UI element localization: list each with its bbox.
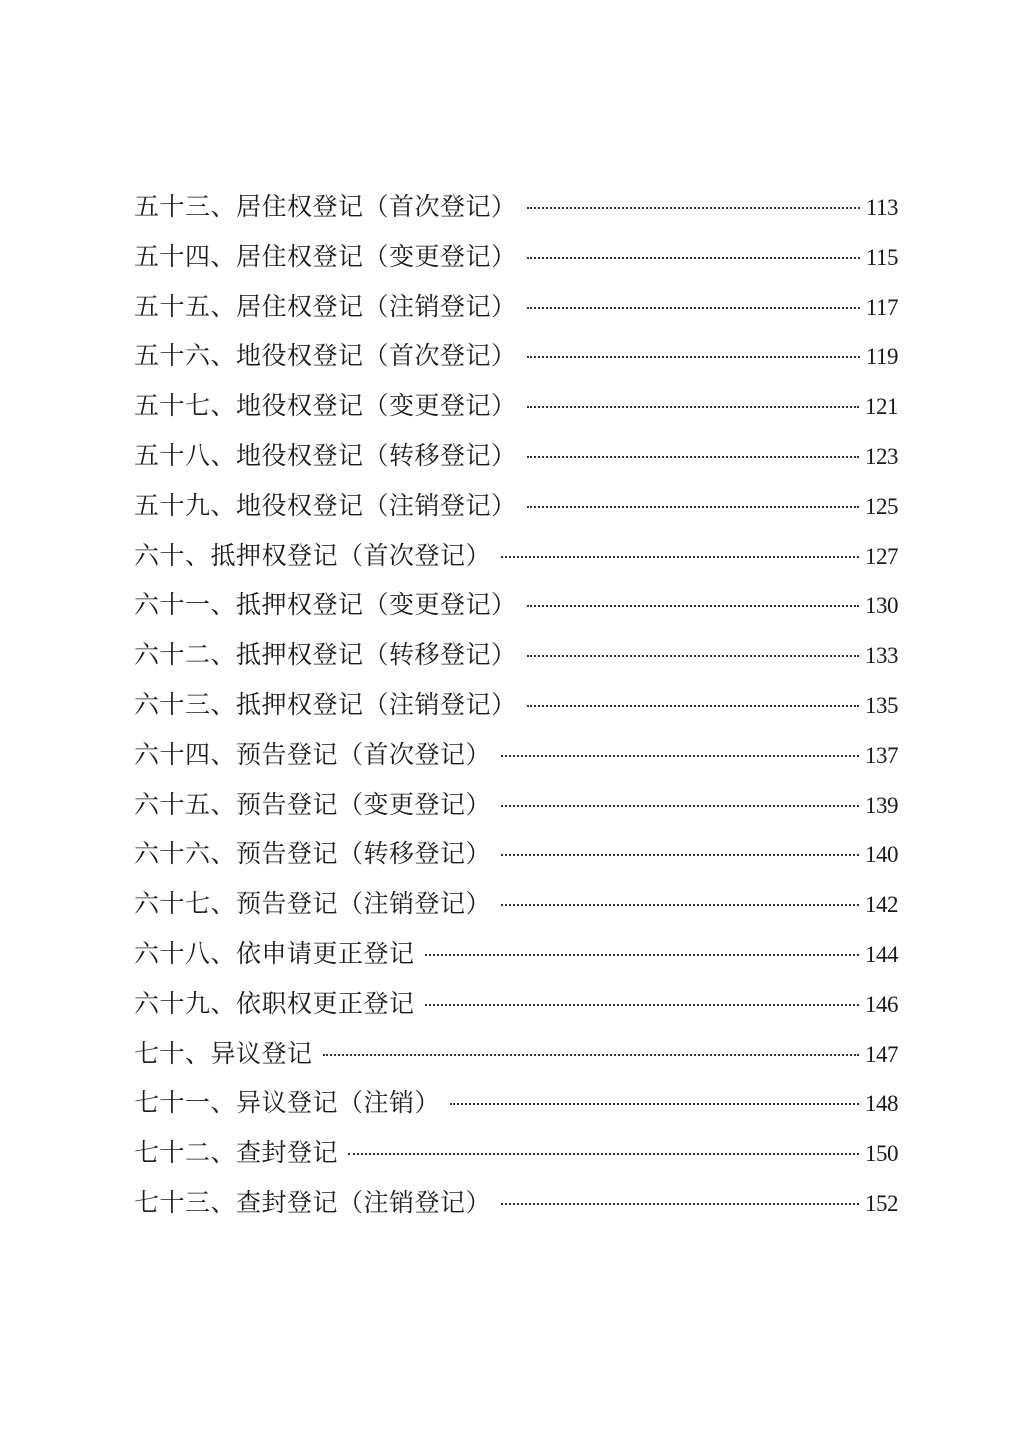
toc-entry-title: 七十二、查封登记 [134,1138,339,1168]
toc-entry[interactable] [134,785,898,835]
toc-entry[interactable] [134,884,898,934]
toc-entry-title: 六十六、预告登记（转移登记） [134,839,492,869]
toc-entry[interactable] [134,984,898,1034]
toc-entry[interactable] [134,735,898,785]
toc-dot-leader [527,655,859,657]
toc-entry-title: 七十一、异议登记（注销） [134,1088,441,1118]
toc-entry-title: 五十八、地役权登记（转移登记） [134,440,517,470]
toc-dot-leader [501,805,859,807]
toc-entry[interactable] [134,386,898,436]
toc-page-number: 115 [865,244,898,270]
table-of-contents [134,187,898,1233]
toc-dot-leader [527,605,859,607]
toc-entry-title: 五十三、居住权登记（首次登记） [134,192,517,221]
toc-entry-title: 五十九、地役权登记（注销登记） [134,490,517,520]
toc-dot-leader [527,506,859,508]
toc-dot-leader [323,1054,859,1056]
toc-dot-leader [527,705,859,707]
toc-entry[interactable] [134,237,898,287]
toc-entry-title: 七十、异议登记 [134,1038,313,1068]
toc-entry[interactable] [134,1083,898,1133]
toc-entry[interactable] [134,635,898,685]
toc-page-number: 127 [865,543,898,569]
toc-entry[interactable] [134,187,898,237]
toc-entry-title: 六十三、抵押权登记（注销登记） [134,689,517,719]
toc-dot-leader [348,1153,859,1155]
toc-entry-title: 六十九、依职权更正登记 [134,988,415,1018]
toc-page-number: 123 [865,443,898,469]
toc-page-number: 137 [865,742,898,768]
toc-dot-leader [450,1103,859,1105]
toc-page-number: 117 [865,294,898,320]
toc-entry-title: 五十五、居住权登记（注销登记） [134,291,517,321]
toc-entry-title: 五十七、地役权登记（变更登记） [134,391,517,421]
toc-page-number: 121 [865,394,898,420]
toc-dot-leader [425,954,859,956]
toc-page-number: 140 [865,842,898,868]
toc-page-number: 135 [865,692,898,718]
toc-entry[interactable] [134,1183,898,1233]
toc-entry[interactable] [134,486,898,536]
toc-entry-title: 七十三、查封登记（注销登记） [134,1187,492,1217]
toc-page-number: 133 [865,643,898,669]
toc-page-number: 144 [865,941,898,967]
toc-entry[interactable] [134,1133,898,1183]
toc-dot-leader [501,854,859,856]
toc-entry[interactable] [134,1034,898,1084]
toc-page-number: 113 [865,195,898,220]
toc-page-number: 142 [865,892,898,918]
toc-entry[interactable] [134,287,898,337]
toc-page-number: 146 [865,991,898,1017]
toc-dot-leader [501,755,859,757]
toc-page-number: 148 [865,1091,898,1117]
toc-entry-title: 五十四、居住权登记（变更登记） [134,241,517,271]
toc-entry-title: 六十、抵押权登记（首次登记） [134,540,492,570]
toc-page-number: 152 [865,1190,898,1216]
toc-page-number: 147 [865,1041,898,1067]
toc-entry-title: 六十七、预告登记（注销登记） [134,889,492,919]
toc-entry-title: 六十四、预告登记（首次登记） [134,739,492,769]
toc-entry-title: 六十八、依申请更正登记 [134,938,415,968]
toc-dot-leader [527,406,859,408]
toc-page-number: 125 [865,493,898,519]
toc-dot-leader [527,456,859,458]
toc-page-number: 139 [865,792,898,818]
toc-entry[interactable] [134,685,898,735]
toc-dot-leader [501,904,859,906]
toc-dot-leader [527,207,860,209]
toc-dot-leader [501,1203,859,1205]
toc-entry-title: 五十六、地役权登记（首次登记） [134,341,517,371]
toc-entry-title: 六十一、抵押权登记（变更登记） [134,590,517,620]
toc-entry-title: 六十五、预告登记（变更登记） [134,789,492,819]
toc-entry[interactable] [134,585,898,635]
toc-dot-leader [527,307,860,309]
toc-page-number: 150 [865,1141,898,1167]
toc-dot-leader [527,356,860,358]
toc-entry[interactable] [134,834,898,884]
toc-dot-leader [425,1004,859,1006]
toc-entry[interactable] [134,934,898,984]
toc-entry[interactable] [134,336,898,386]
toc-page-number: 130 [865,593,898,619]
toc-dot-leader [527,257,860,259]
toc-entry[interactable] [134,536,898,586]
toc-entry-title: 六十二、抵押权登记（转移登记） [134,640,517,670]
toc-page-number: 119 [865,344,898,370]
toc-entry[interactable] [134,436,898,486]
toc-dot-leader [501,556,859,558]
